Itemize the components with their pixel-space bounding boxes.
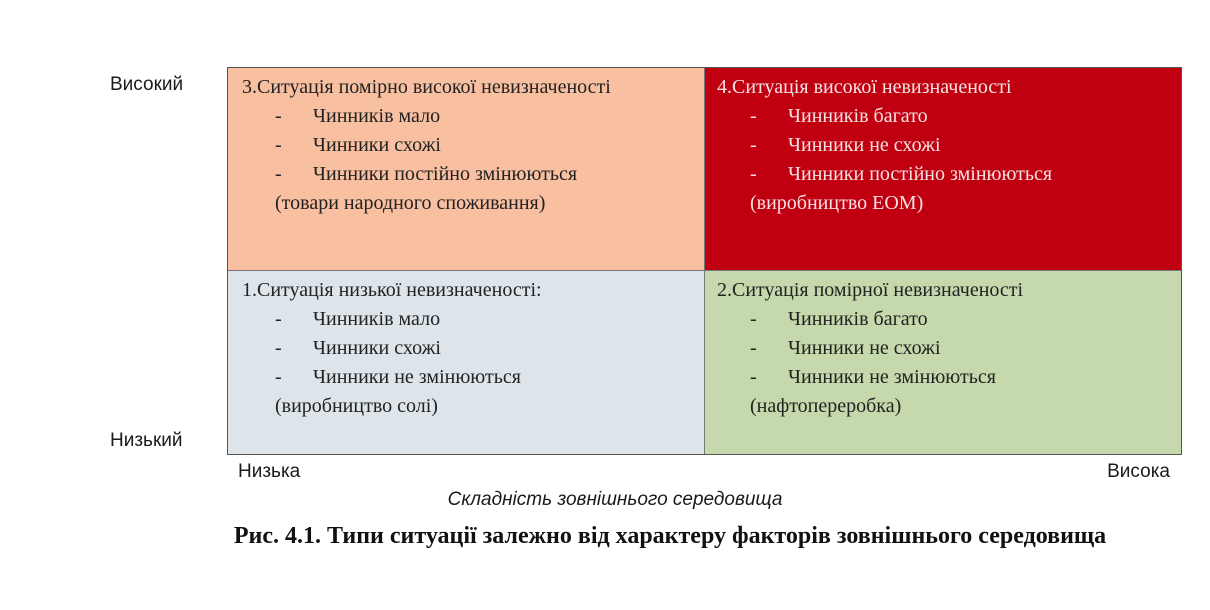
quadrant-4-example: (виробництво ЕОМ) <box>750 192 924 214</box>
figure-caption: Рис. 4.1. Типи ситуації залежно від характеру факторів зовнішнього середовища <box>233 523 1107 549</box>
quadrant-1-bullet: - Чинники схожі <box>275 337 441 359</box>
quadrant-2-bullet: - Чинників багато <box>750 308 928 330</box>
quadrant-3-title: 3.Ситуація помірно високої невизначеності <box>242 76 611 98</box>
quadrant-1-bullet: - Чинники не змінюються <box>275 366 521 388</box>
quadrant-4-bullet: - Чинники не схожі <box>750 134 941 156</box>
quadrant-1-example: (виробництво солі) <box>275 395 438 417</box>
quadrant-3-bullet: - Чинники схожі <box>275 134 441 156</box>
quadrant-4-bullet: - Чинників багато <box>750 105 928 127</box>
quadrant-2 <box>705 271 1181 454</box>
quadrant-2-bullet: - Чинники не схожі <box>750 337 941 359</box>
quadrant-4-title: 4.Ситуація високої невизначеності <box>717 76 1012 98</box>
quadrant-2-example: (нафтопереробка) <box>750 395 902 417</box>
quadrant-1-bullet: - Чинників мало <box>275 308 441 330</box>
y-axis-high-label: Високий <box>110 74 184 95</box>
uncertainty-matrix <box>227 67 1182 455</box>
quadrant-1 <box>228 271 705 454</box>
quadrant-1-title: 1.Ситуація низької невизначеності: <box>242 279 542 301</box>
quadrant-3-bullet: - Чинники постійно змінюються <box>275 163 578 185</box>
quadrant-3-example: (товари народного споживання) <box>275 192 546 214</box>
quadrant-2-title: 2.Ситуація помірної невизначеності <box>717 279 1024 301</box>
x-axis-high-label: Висока <box>1107 461 1170 482</box>
quadrant-4-bullet: - Чинники постійно змінюються <box>750 163 1053 185</box>
y-axis-low-label: Низький <box>110 430 183 451</box>
quadrant-4 <box>705 68 1181 271</box>
quadrant-2-bullet: - Чинники не змінюються <box>750 366 996 388</box>
x-axis-title: Складність зовнішнього середовища <box>447 489 783 510</box>
quadrant-3-bullet: - Чинників мало <box>275 105 441 127</box>
x-axis-low-label: Низька <box>238 461 301 482</box>
quadrant-3 <box>228 68 705 271</box>
